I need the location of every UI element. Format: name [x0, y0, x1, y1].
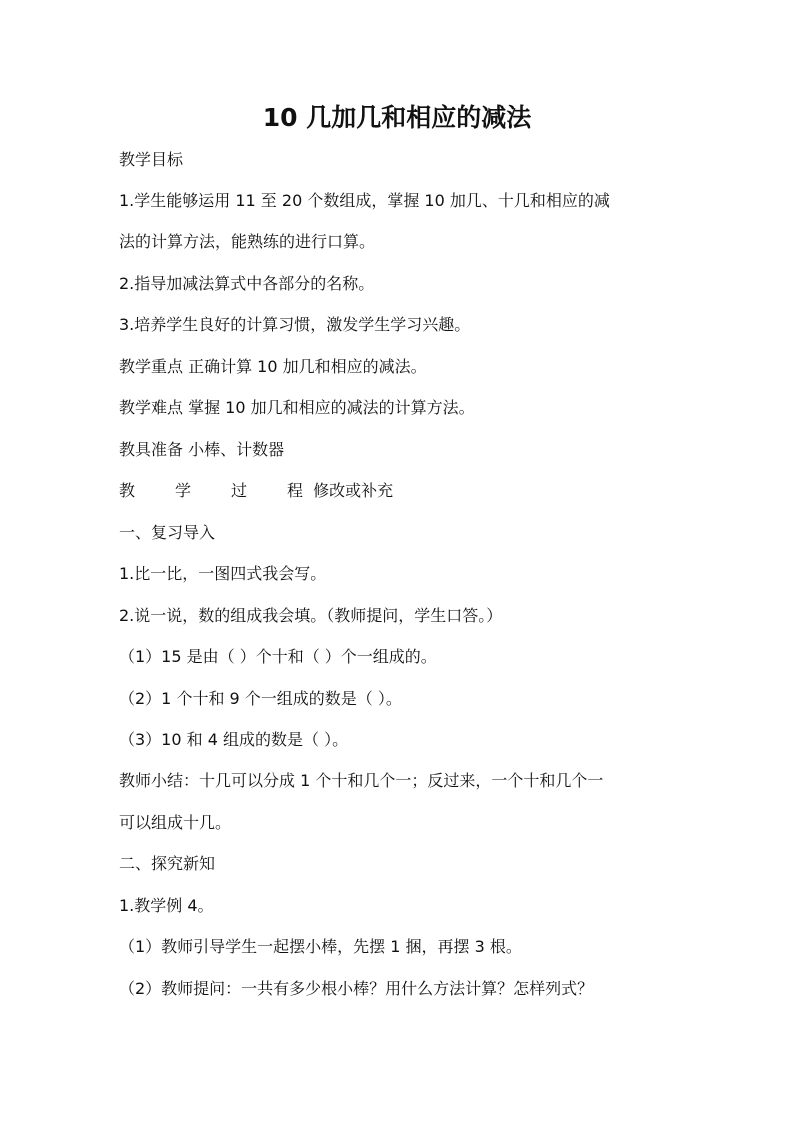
teacher-summary-line-1: 教师小结：十几可以分成 1 个十和几个一；反过来，一个十和几个一 [119, 771, 604, 790]
teaching-aids: 教具准备 小棒、计数器 [119, 440, 285, 459]
section-heading-review: 一、复习导入 [119, 523, 216, 542]
section-heading-objectives: 教学目标 [119, 150, 184, 169]
review-item-1: 1.比一比，一图四式我会写。 [119, 564, 327, 583]
question-2: （2）1 个十和 9 个一组成的数是（ ）。 [119, 689, 402, 708]
objective-3: 3.培养学生良好的计算习惯，激发学生学习兴趣。 [119, 315, 471, 334]
section-heading-explore: 二、探究新知 [119, 854, 216, 873]
document-title: 10 几加几和相应的减法 [262, 103, 532, 132]
objective-1-line-1: 1.学生能够运用 11 至 20 个数组成，掌握 10 加几、十几和相应的减 [119, 191, 610, 210]
teacher-summary-line-2: 可以组成十几。 [119, 813, 232, 832]
objective-1-line-2: 法的计算方法，能熟练的进行口算。 [119, 232, 376, 251]
objective-2: 2.指导加减法算式中各部分的名称。 [119, 274, 375, 293]
question-1: （1）15 是由（ ）个十和（ ）个一组成的。 [119, 647, 437, 666]
difficult-point: 教学难点 掌握 10 加几和相应的减法的计算方法。 [119, 398, 475, 417]
key-point: 教学重点 正确计算 10 加几和相应的减法。 [119, 357, 427, 376]
process-char-1: 教 [119, 481, 136, 500]
example-step-1: （1）教师引导学生一起摆小棒，先摆 1 捆，再摆 3 根。 [119, 937, 522, 956]
example-heading: 1.教学例 4。 [119, 896, 214, 915]
process-char-4: 程 [287, 481, 304, 500]
review-item-2: 2.说一说，数的组成我会填。（教师提问，学生口答。） [119, 606, 503, 625]
process-char-3: 过 [231, 481, 248, 500]
question-3: （3）10 和 4 组成的数是（ ）。 [119, 730, 349, 749]
example-step-2: （2）教师提问：一共有多少根小棒？用什么方法计算？怎样列式？ [119, 979, 594, 998]
revision-note-label: 修改或补充 [313, 481, 394, 500]
teaching-process-header [119, 479, 699, 503]
process-char-2: 学 [175, 481, 192, 500]
